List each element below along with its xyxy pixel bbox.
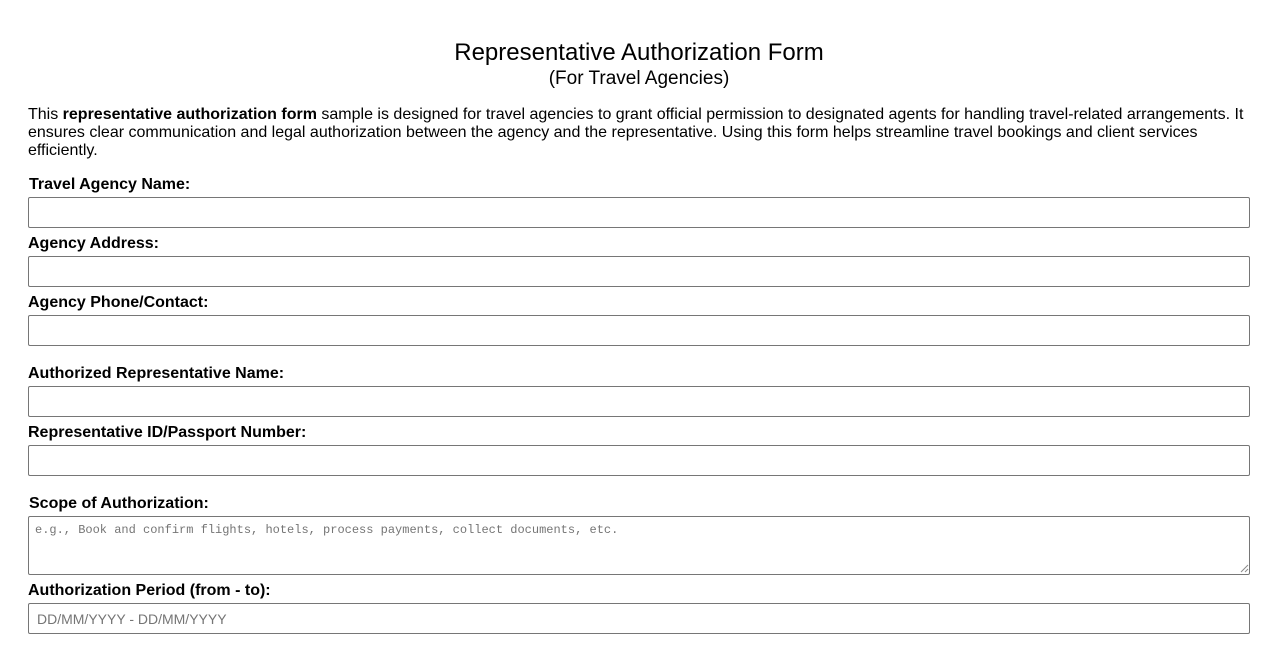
scope-textarea[interactable] [28,516,1250,575]
representative-id-label: Representative ID/Passport Number: [28,424,307,441]
agency-phone-label: Agency Phone/Contact: [28,294,209,311]
agency-address-label: Agency Address: [28,235,159,252]
representative-name-input[interactable] [28,386,1250,417]
representative-name-label: Authorized Representative Name: [28,365,285,382]
intro-text-bold: representative authorization form [62,106,317,123]
period-input[interactable] [28,603,1250,634]
resize-grip-icon[interactable] [1240,564,1249,573]
agency-address-input[interactable] [28,256,1250,287]
period-label: Authorization Period (from - to): [28,582,271,599]
representative-id-input[interactable] [28,445,1250,476]
scope-label: Scope of Authorization: [29,495,209,512]
agency-name-input[interactable] [28,197,1250,228]
page-subtitle: (For Travel Agencies) [548,68,730,89]
intro-text-end: sample is designed for travel agencies to grant official permission to designated agents for handling travel-related arrangements. It ensures clear communication and legal authorization between the agency and the representative. Using this form helps streamline travel bookings and client services efficiently. [28,106,1244,159]
agency-phone-input[interactable] [28,315,1250,346]
intro-text-start: This [28,106,63,123]
agency-name-label: Travel Agency Name: [29,176,191,193]
intro-paragraph [28,106,1250,160]
page-title: Representative Authorization Form [454,39,824,66]
